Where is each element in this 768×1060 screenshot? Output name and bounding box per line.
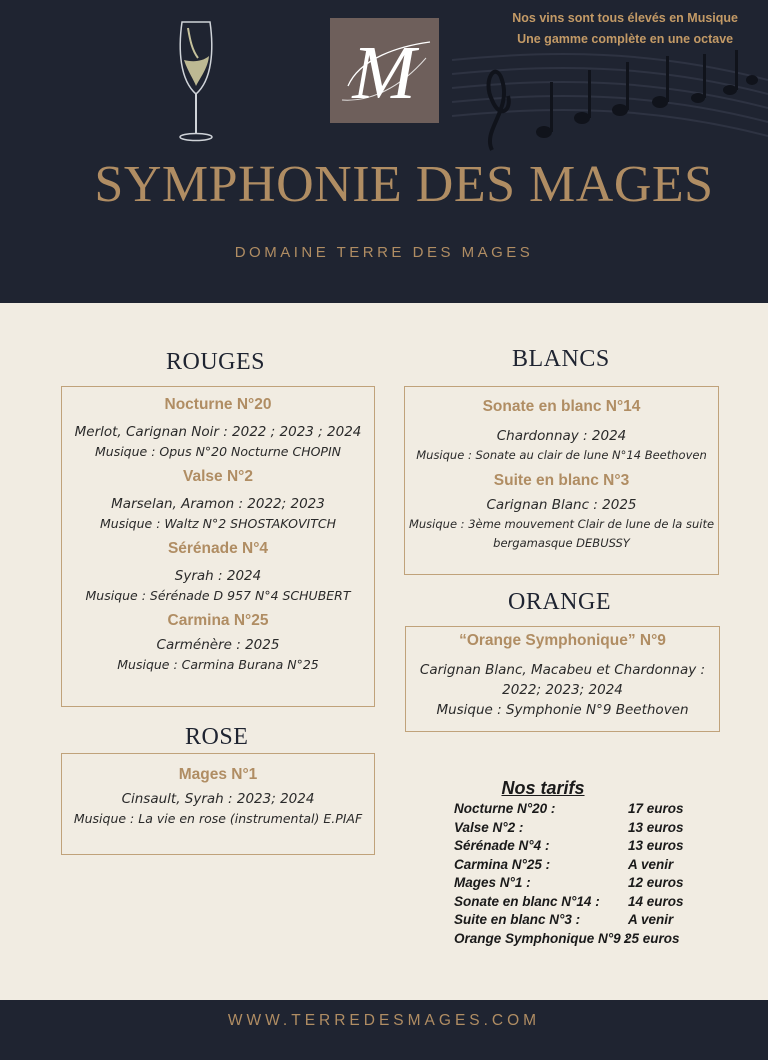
price-list <box>454 778 704 949</box>
price-item-value: 14 euros <box>628 893 684 909</box>
price-item-name: Mages N°1 : <box>454 875 531 890</box>
price-item-value: A venir <box>628 912 674 927</box>
section-title-orange: ORANGE <box>508 589 611 615</box>
price-item-name: Sérénade N°4 : <box>454 838 550 853</box>
wine-music: Musique : Opus N°20 Nocturne CHOPIN <box>94 444 342 459</box>
wine-music: Musique : La vie en rose (instrumental) E.PIAF <box>73 811 363 826</box>
wine-grapes: Cinsault, Syrah : 2023; 2024 <box>121 791 315 807</box>
logo-letter: M <box>352 31 416 115</box>
price-item-value: A venir <box>628 856 674 872</box>
music-staff-icon <box>452 40 768 160</box>
price-row <box>454 875 704 894</box>
wine-music: Musique : Waltz N°2 SHOSTAKOVITCH <box>99 516 337 531</box>
wine-name: Nocturne N°20 <box>164 396 272 413</box>
tagline-line-2: Une gamme complète en une octave <box>517 32 734 46</box>
price-row <box>454 931 704 950</box>
section-title-rouges: ROUGES <box>166 349 266 375</box>
wine-grapes: 2022; 2023; 2024 <box>502 682 623 698</box>
header-banner <box>0 0 768 303</box>
wine-grapes: Carménère : 2025 <box>156 637 280 653</box>
wine-music: Musique : Carmina Burana N°25 <box>117 657 319 672</box>
price-item-value: 12 euros <box>628 875 684 890</box>
price-item-value: 25 euros <box>624 930 680 946</box>
price-item-name: Sonate en blanc N°14 : <box>454 893 600 909</box>
wine-grapes: Carignan Blanc : 2025 <box>486 497 637 513</box>
price-row <box>454 801 704 820</box>
page-subtitle: DOMAINE TERRE DES MAGES <box>234 244 534 261</box>
wine-music: bergamasque DEBUSSY <box>493 536 630 550</box>
page-title: SYMPHONIE DES MAGES <box>94 156 714 213</box>
wine-name: Sonate en blanc N°14 <box>482 398 641 415</box>
wine-name: Carmina N°25 <box>167 612 269 629</box>
wine-name: Suite en blanc N°3 <box>493 472 630 489</box>
wine-name: Sérénade N°4 <box>167 540 269 557</box>
price-item-name: Valse N°2 : <box>454 819 524 835</box>
price-row <box>454 838 704 857</box>
price-item-name: Orange Symphonique N°9 : <box>454 930 629 946</box>
price-item-name: Nocturne N°20 : <box>454 801 556 816</box>
footer-banner <box>0 1000 768 1060</box>
blancs-box <box>404 386 719 575</box>
price-item-value: 13 euros <box>628 819 684 835</box>
price-row <box>454 894 704 913</box>
domain-logo <box>330 18 439 123</box>
tagline-line-1: Nos vins sont tous élevés en Musique <box>512 11 738 25</box>
price-row <box>454 857 704 876</box>
wine-grapes: Chardonnay : 2024 <box>496 428 627 444</box>
section-title-blancs: BLANCS <box>512 346 610 372</box>
wine-music: Musique : 3ème mouvement Clair de lune de la suite <box>408 517 715 531</box>
wine-glass-icon <box>168 10 224 145</box>
price-item-name: Suite en blanc N°3 : <box>454 912 581 927</box>
section-title-rose: ROSE <box>185 724 249 750</box>
wine-grapes: Marselan, Aramon : 2022; 2023 <box>111 496 325 512</box>
website-link[interactable]: WWW.TERREDESMAGES.COM <box>227 1012 541 1029</box>
rouges-box <box>61 386 375 707</box>
wine-music: Musique : Sonate au clair de lune N°14 Beethoven <box>416 448 707 462</box>
wine-name: Valse N°2 <box>183 468 253 485</box>
price-item-value: 13 euros <box>628 838 684 853</box>
wine-name: “Orange Symphonique” N°9 <box>459 632 666 649</box>
price-item-name: Carmina N°25 : <box>454 856 551 872</box>
wine-music: Musique : Symphonie N°9 Beethoven <box>436 702 689 718</box>
price-list-title: Nos tarifs <box>501 778 585 798</box>
wine-name: Mages N°1 <box>178 766 258 783</box>
price-item-value: 17 euros <box>628 801 684 816</box>
wine-grapes: Merlot, Carignan Noir : 2022 ; 2023 ; 2024 <box>74 424 362 440</box>
orange-box <box>405 626 720 732</box>
price-row <box>454 820 704 839</box>
rose-box <box>61 753 375 855</box>
wine-music: Musique : Sérénade D 957 N°4 SCHUBERT <box>85 588 351 603</box>
price-row <box>454 912 704 931</box>
wine-grapes: Syrah : 2024 <box>174 568 262 584</box>
wine-grapes: Carignan Blanc, Macabeu et Chardonnay : <box>419 662 706 678</box>
